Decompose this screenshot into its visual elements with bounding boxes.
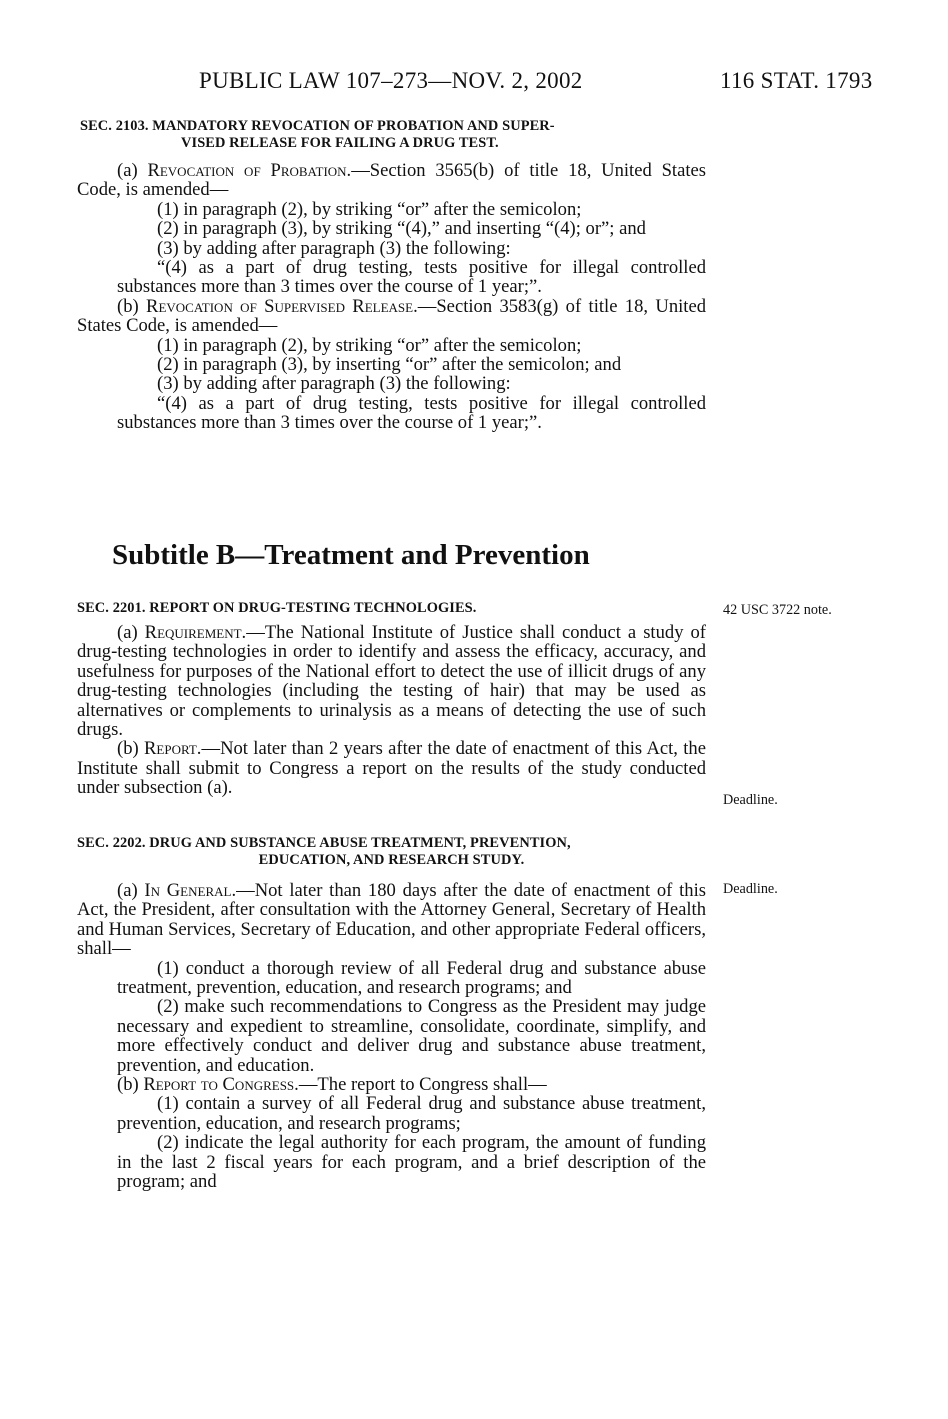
subsection-caption: Revocation of Supervised Release. (146, 295, 418, 317)
subsection-caption: In General. (144, 880, 237, 901)
subsection-label: (b) (117, 738, 145, 760)
section-2103-b-item-2: (2) in paragraph (3), by inserting “or” after the semicolon; and (157, 354, 622, 376)
subsection-caption: Requirement. (144, 622, 247, 643)
section-2103-a-item-2: (2) in paragraph (3), by striking “(4),” and inserting “(4); or”; and (157, 218, 646, 240)
section-2103-subsection-a (77, 161, 706, 200)
subsection-text: —Section 3565(b) of title 18, United States Code, is amended— (77, 160, 706, 201)
subsection-caption: Report to Congress. (143, 1074, 299, 1096)
subsection-text: —The National Institute of Justice shall conduct a study of drug-testing technologies in order to identify and assess the efficacy, accuracy, and usefulness for purposes of the National effort to detect the use of illicit drugs of any drug-testing technologies (including the testing of hair) that may be used as alternatives or complements to urinalysis as a means of detecting the use of such drugs. (77, 622, 706, 741)
section-2201 (77, 600, 706, 798)
deadline-margin-note-2201: Deadline. (723, 792, 778, 808)
section-2103 (77, 118, 706, 433)
section-2202-heading-line1: SEC. 2202. DRUG AND SUBSTANCE ABUSE TREATMENT, PREVENTION, (77, 835, 571, 851)
subsection-caption: Revocation of Probation. (147, 160, 352, 181)
deadline-margin-note-2202: Deadline. (723, 881, 778, 897)
subsection-text: —Section 3583(g) of title 18, United States Code, is amended— (77, 295, 706, 337)
section-2202 (77, 835, 706, 1192)
section-2202-a-item-1: (1) conduct a thorough review of all Federal drug and substance abuse treatment, prevention, education, and research programs; and (117, 957, 706, 999)
subsection-text: —Not later than 2 years after the date of enactment of this Act, the Institute shall submit to Congress a report on the results of the study conducted under subsection (a). (77, 738, 706, 799)
section-2103-subsection-b (77, 297, 706, 336)
section-2201-subsection-a (77, 623, 706, 739)
section-2103-heading (80, 118, 706, 152)
section-2103-b-item-3: (3) by adding after paragraph (3) the following: (157, 373, 511, 395)
public-law-citation: PUBLIC LAW 107–273—NOV. 2, 2002 (199, 68, 583, 93)
subsection-text: —Not later than 180 days after the date of enactment of this Act, the President, after consultation with the Attorney General, Secretary of Health and Human Services, Secretary of Education, and other appropriate Federal officers, shall— (77, 880, 706, 960)
section-2103-b-item-1: (1) in paragraph (2), by striking “or” after the semicolon; (157, 334, 582, 356)
subsection-label: (a) (117, 160, 148, 181)
subsection-label: (a) (117, 622, 145, 643)
section-2103-a-item-1: (1) in paragraph (2), by striking “or” after the semicolon; (157, 198, 582, 220)
section-2201-subsection-b (77, 739, 706, 797)
subsection-label: (a) (117, 880, 145, 901)
section-2103-a-quote: “(4) as a part of drug testing, tests positive for illegal controlled substances more than 3 times over the course of 1 year;”. (117, 257, 706, 298)
section-2202-a-item-2: (2) make such recommendations to Congress as the President may judge necessary and expedient to streamline, consolidate, coordinate, simplify, and more effectively conduct and deliver drug and substance abuse treatment, prevention, and education. (117, 996, 706, 1076)
page-header (0, 68, 948, 98)
subsection-label: (b) (117, 1074, 144, 1096)
section-2202-subsection-b (77, 1075, 706, 1094)
section-2103-heading-line2: VISED RELEASE FOR FAILING A DRUG TEST. (181, 135, 499, 151)
section-2202-b-item-1: (1) contain a survey of all Federal drug and substance abuse treatment, prevention, education, and research programs; (117, 1093, 706, 1134)
subsection-caption: Report. (144, 738, 202, 760)
subsection-text: —The report to Congress shall— (298, 1074, 547, 1096)
subsection-label: (b) (117, 295, 147, 317)
section-2202-heading (77, 835, 706, 869)
section-2103-a-item-3: (3) by adding after paragraph (3) the following: (157, 237, 511, 259)
section-2103-heading-line1: SEC. 2103. MANDATORY REVOCATION OF PROBATION AND SUPER- (80, 118, 555, 134)
subtitle-heading: Subtitle B—Treatment and Prevention (112, 539, 590, 571)
statute-page-number: 116 STAT. 1793 (720, 68, 873, 93)
section-2202-b-item-2: (2) indicate the legal authority for each program, the amount of funding in the last 2 fiscal years for each program, and a brief description of the program; and (117, 1132, 706, 1193)
section-2202-heading-line2: EDUCATION, AND RESEARCH STUDY. (258, 852, 525, 868)
section-2103-b-quote: “(4) as a part of drug testing, tests positive for illegal controlled substances more than 3 times over the course of 1 year;”. (117, 392, 706, 434)
usc-margin-note: 42 USC 3722 note. (723, 602, 832, 618)
section-2202-subsection-a (77, 881, 706, 959)
section-2201-heading: SEC. 2201. REPORT ON DRUG-TESTING TECHNOLOGIES. (77, 600, 477, 616)
